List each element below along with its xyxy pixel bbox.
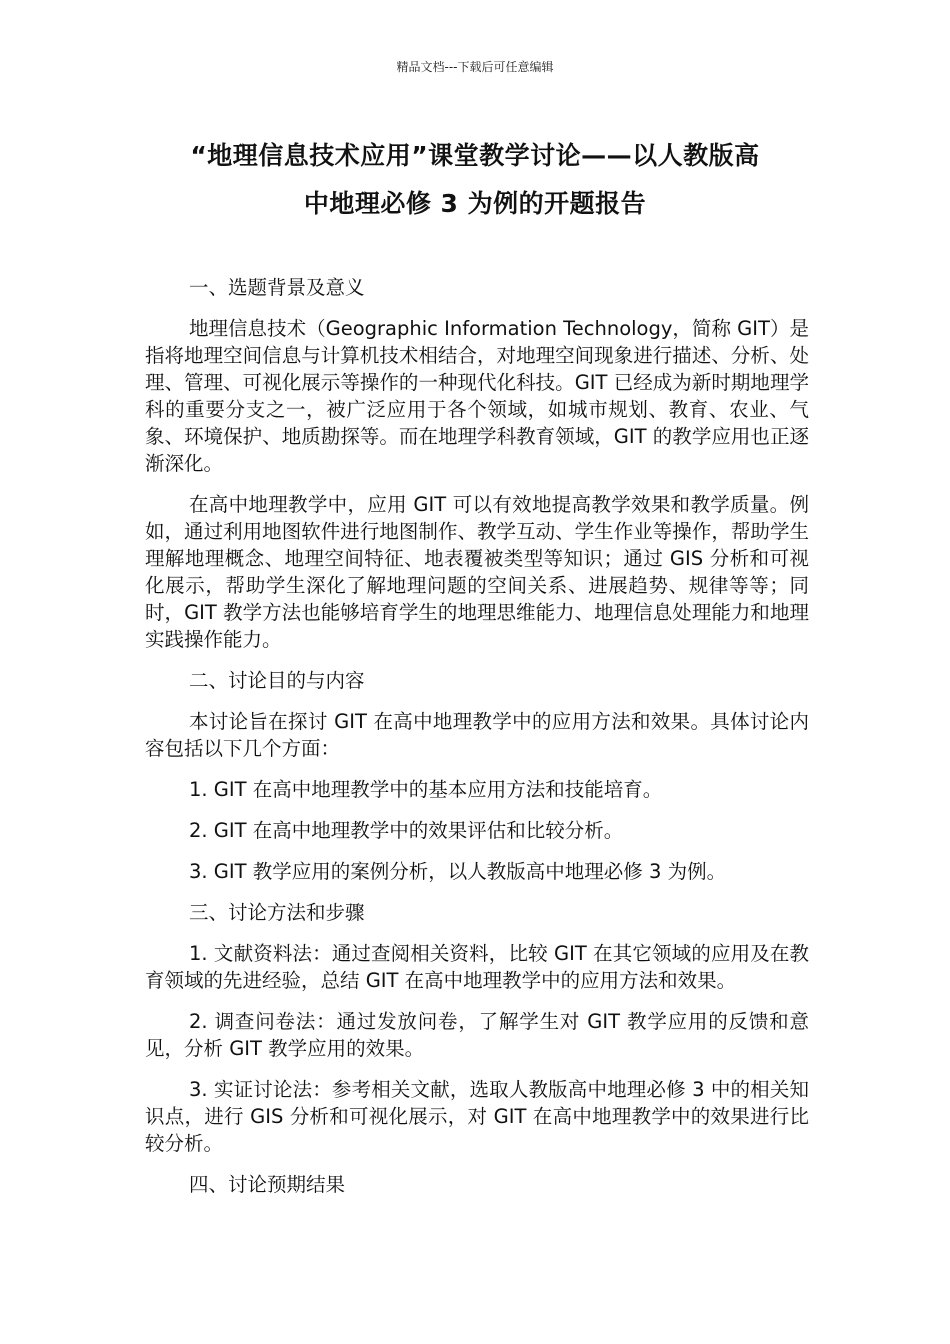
list-item-purpose-2: 2. GIT 在高中地理教学中的效果评估和比较分析。 xyxy=(189,819,624,842)
page-header: 精品文档---下载后可任意编辑 xyxy=(396,60,554,74)
list-item-purpose-3: 3. GIT 教学应用的案例分析，以人教版高中地理必修 3 为例。 xyxy=(189,860,727,883)
document-body xyxy=(145,274,809,1212)
section-heading-purpose: 二、讨论目的与内容 xyxy=(189,669,365,692)
document-title xyxy=(140,132,810,228)
paragraph-git-in-teaching: 在高中地理教学中，应用 GIT 可以有效地提高教学效果和教学质量。例如，通过利用地图软件进行地图制作、教学互动、学生作业等操作，帮助学生理解地理概念、地理空间特征、地表覆被类型等知识；通过 GIS 分析和可视化展示，帮助学生深化了解地理问题的空间关系、进展趋势、规律等等；同时，GIT 教学方法也能够培育学生的地理思维能力、地理信息处理能力和地理实践操作能力。 xyxy=(145,493,809,651)
section-heading-methods: 三、讨论方法和步骤 xyxy=(189,901,365,924)
list-item-method-3: 3. 实证讨论法：参考相关文献，选取人教版高中地理必修 3 中的相关知识点，进行 GIS 分析和可视化展示，对 GIT 在高中地理教学中的效果进行比较分析。 xyxy=(145,1078,809,1155)
paragraph-purpose-intro: 本讨论旨在探讨 GIT 在高中地理教学中的应用方法和效果。具体讨论内容包括以下几个方面： xyxy=(145,710,809,760)
paragraph-git-definition: 地理信息技术（Geographic Information Technology，简称 GIT）是指将地理空间信息与计算机技术相结合，对地理空间现象进行描述、分析、处理、管理、可视化展示等操作的一种现代化科技。GIT 已经成为新时期地理学科的重要分支之一，被广泛应用于各个领域，如城市规划、教育、农业、气象、环境保护、地质勘探等。而在地理学科教育领域，GIT 的教学应用也正逐渐深化。 xyxy=(145,317,809,475)
list-item-method-1: 1. 文献资料法：通过查阅相关资料，比较 GIT 在其它领域的应用及在教育领域的先进经验，总结 GIT 在高中地理教学中的应用方法和效果。 xyxy=(145,942,809,992)
list-item-method-2: 2. 调查问卷法：通过发放问卷，了解学生对 GIT 教学应用的反馈和意见，分析 GIT 教学应用的效果。 xyxy=(145,1010,809,1060)
title-line-1: “地理信息技术应用”课堂教学讨论——以人教版高 xyxy=(190,141,760,170)
section-heading-expected-results: 四、讨论预期结果 xyxy=(189,1173,346,1196)
list-item-purpose-1: 1. GIT 在高中地理教学中的基本应用方法和技能培育。 xyxy=(189,778,663,801)
title-line-2: 中地理必修 3 为例的开题报告 xyxy=(303,189,647,218)
section-heading-background: 一、选题背景及意义 xyxy=(189,276,365,299)
